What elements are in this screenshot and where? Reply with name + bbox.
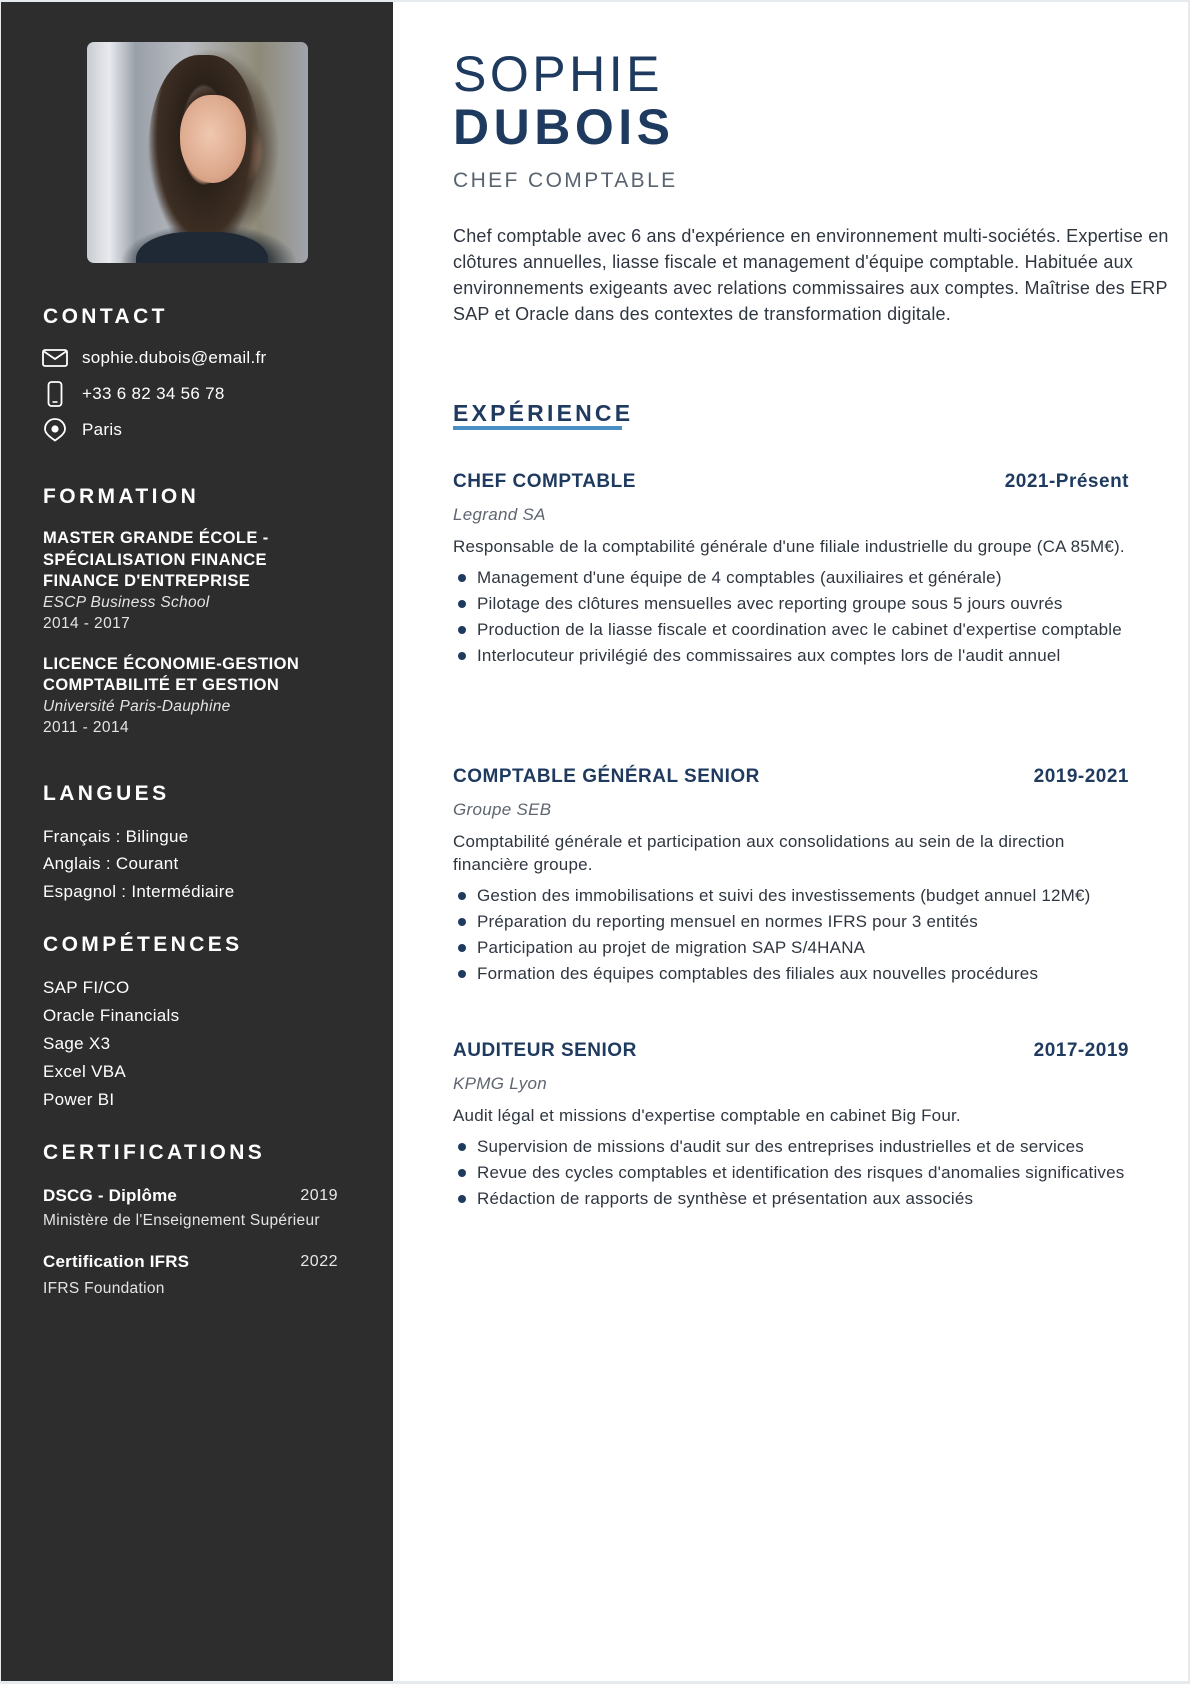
job-description: Responsable de la comptabilité générale d'une filiale industrielle du groupe (CA 85M€). bbox=[453, 537, 1125, 556]
bullet-item bbox=[453, 885, 1133, 907]
langues-heading: LANGUES bbox=[43, 782, 170, 805]
job-dates: 2021-Présent bbox=[1004, 471, 1129, 492]
bullet-dot-icon bbox=[458, 1143, 466, 1151]
cert-2-year: 2022 bbox=[300, 1253, 338, 1270]
bullet-text: Supervision de missions d'audit sur des entreprises industrielles et de services bbox=[477, 1137, 1084, 1156]
cert-2-name: Certification IFRS bbox=[43, 1252, 190, 1271]
map-pin-icon bbox=[41, 417, 69, 443]
main-content bbox=[453, 2, 1173, 1681]
job-bullets bbox=[453, 567, 1133, 667]
job-company: KPMG Lyon bbox=[453, 1074, 548, 1093]
bullet-dot-icon bbox=[458, 1195, 466, 1203]
degree-1-line-1: MASTER GRANDE ÉCOLE - bbox=[43, 529, 269, 547]
cert-1-year: 2019 bbox=[300, 1187, 338, 1204]
bullet-item bbox=[453, 619, 1133, 641]
experience-heading-underline bbox=[453, 426, 622, 430]
resume-page bbox=[1, 2, 1188, 1681]
job-entry bbox=[453, 767, 1133, 989]
bullet-item bbox=[453, 1188, 1133, 1210]
bullet-dot-icon bbox=[458, 944, 466, 952]
degree-2-line-2: COMPTABILITÉ ET GESTION bbox=[43, 676, 280, 694]
skill-item: Power BI bbox=[43, 1090, 115, 1109]
job-role: AUDITEUR SENIOR bbox=[453, 1040, 637, 1061]
bullet-dot-icon bbox=[458, 918, 466, 926]
cert-1-org: Ministère de l'Enseignement Supérieur bbox=[43, 1212, 320, 1229]
sidebar bbox=[1, 2, 393, 1681]
contact-location bbox=[41, 417, 122, 443]
bullet-dot-icon bbox=[458, 1169, 466, 1177]
bullet-item bbox=[453, 911, 1133, 933]
contact-heading: CONTACT bbox=[43, 305, 168, 328]
job-dates: 2019-2021 bbox=[1033, 766, 1129, 787]
bullet-item bbox=[453, 567, 1133, 589]
skill-item: Excel VBA bbox=[43, 1062, 127, 1081]
job-company: Legrand SA bbox=[453, 505, 546, 524]
location-text: Paris bbox=[82, 420, 123, 439]
bullet-item bbox=[453, 593, 1133, 615]
language-item: Espagnol : Intermédiaire bbox=[43, 882, 235, 901]
bullet-text: Production de la liasse fiscale et coordination avec le cabinet d'expertise comptable bbox=[477, 620, 1122, 639]
bullet-dot-icon bbox=[458, 626, 466, 634]
degree-1-years: 2014 - 2017 bbox=[43, 615, 131, 632]
bullet-text: Rédaction de rapports de synthèse et présentation aux associés bbox=[477, 1189, 974, 1208]
contact-email[interactable] bbox=[41, 345, 267, 371]
bullet-item bbox=[453, 963, 1133, 985]
job-role: COMPTABLE GÉNÉRAL SENIOR bbox=[453, 766, 760, 787]
degree-1-line-2: SPÉCIALISATION FINANCE bbox=[43, 551, 267, 569]
bullet-text: Revue des cycles comptables et identification des risques d'anomalies significatives bbox=[477, 1163, 1125, 1182]
bullet-text: Interlocuteur privilégié des commissaires aux comptes lors de l'audit annuel bbox=[477, 646, 1061, 665]
email-text: sophie.dubois@email.fr bbox=[82, 348, 267, 367]
profile-summary: Chef comptable avec 6 ans d'expérience en environnement multi-sociétés. Expertise en clôtures annuelles, liasse fiscale et management d'équipe comptable. Habituée aux environnements exigeants avec relations commissaires aux comptes. Maîtrise des ERP SAP et Oracle dans des contextes de transformation digitale. bbox=[453, 226, 1169, 324]
cert-2-org: IFRS Foundation bbox=[43, 1280, 165, 1297]
experience-heading: EXPÉRIENCE bbox=[453, 400, 634, 426]
bullet-item bbox=[453, 645, 1133, 667]
bullet-text: Participation au projet de migration SAP S/4HANA bbox=[477, 938, 866, 957]
bullet-item bbox=[453, 937, 1133, 959]
language-item: Français : Bilingue bbox=[43, 827, 189, 846]
skill-item: Sage X3 bbox=[43, 1034, 111, 1053]
last-name: DUBOIS bbox=[453, 99, 675, 155]
bullet-text: Préparation du reporting mensuel en normes IFRS pour 3 entités bbox=[477, 912, 978, 931]
bullet-dot-icon bbox=[458, 892, 466, 900]
bullet-dot-icon bbox=[458, 574, 466, 582]
job-entry bbox=[453, 1041, 1133, 1214]
phone-text: +33 6 82 34 56 78 bbox=[82, 384, 225, 403]
first-name: SOPHIE bbox=[453, 46, 663, 102]
skill-item: Oracle Financials bbox=[43, 1006, 180, 1025]
bullet-dot-icon bbox=[458, 600, 466, 608]
bullet-text: Management d'une équipe de 4 comptables (auxiliaires et générale) bbox=[477, 568, 1002, 587]
profile-photo bbox=[87, 42, 308, 263]
bullet-text: Formation des équipes comptables des filiales aux nouvelles procédures bbox=[477, 964, 1039, 983]
job-bullets bbox=[453, 1136, 1133, 1210]
envelope-icon bbox=[41, 345, 69, 371]
job-dates: 2017-2019 bbox=[1033, 1040, 1129, 1061]
formation-heading: FORMATION bbox=[43, 485, 200, 508]
job-bullets bbox=[453, 885, 1133, 985]
skill-item: SAP FI/CO bbox=[43, 978, 130, 997]
job-description: Audit légal et missions d'expertise comptable en cabinet Big Four. bbox=[453, 1106, 961, 1125]
job-description: Comptabilité générale et participation aux consolidations au sein de la direction financière groupe. bbox=[453, 832, 1065, 874]
job-role: CHEF COMPTABLE bbox=[453, 471, 636, 492]
job-company: Groupe SEB bbox=[453, 800, 552, 819]
mobile-phone-icon bbox=[41, 381, 69, 407]
bullet-item bbox=[453, 1136, 1133, 1158]
degree-2-school: Université Paris-Dauphine bbox=[43, 698, 231, 715]
degree-1-line-3: FINANCE D'ENTREPRISE bbox=[43, 572, 251, 590]
bullet-dot-icon bbox=[458, 970, 466, 978]
bullet-dot-icon bbox=[458, 652, 466, 660]
degree-2-years: 2011 - 2014 bbox=[43, 719, 129, 736]
language-item: Anglais : Courant bbox=[43, 854, 179, 873]
cert-1-name: DSCG - Diplôme bbox=[43, 1186, 178, 1205]
competences-heading: COMPÉTENCES bbox=[43, 933, 243, 956]
degree-1-school: ESCP Business School bbox=[43, 594, 210, 611]
contact-phone[interactable] bbox=[41, 381, 225, 407]
degree-2-line-1: LICENCE ÉCONOMIE-GESTION bbox=[43, 655, 300, 673]
bullet-text: Gestion des immobilisations et suivi des investissements (budget annuel 12M€) bbox=[477, 886, 1091, 905]
bullet-text: Pilotage des clôtures mensuelles avec reporting groupe sous 5 jours ouvrés bbox=[477, 594, 1063, 613]
profile-title: CHEF COMPTABLE bbox=[453, 169, 678, 192]
photo-face bbox=[180, 95, 246, 183]
job-entry bbox=[453, 472, 1133, 671]
bullet-item bbox=[453, 1162, 1133, 1184]
certifications-heading: CERTIFICATIONS bbox=[43, 1141, 266, 1164]
